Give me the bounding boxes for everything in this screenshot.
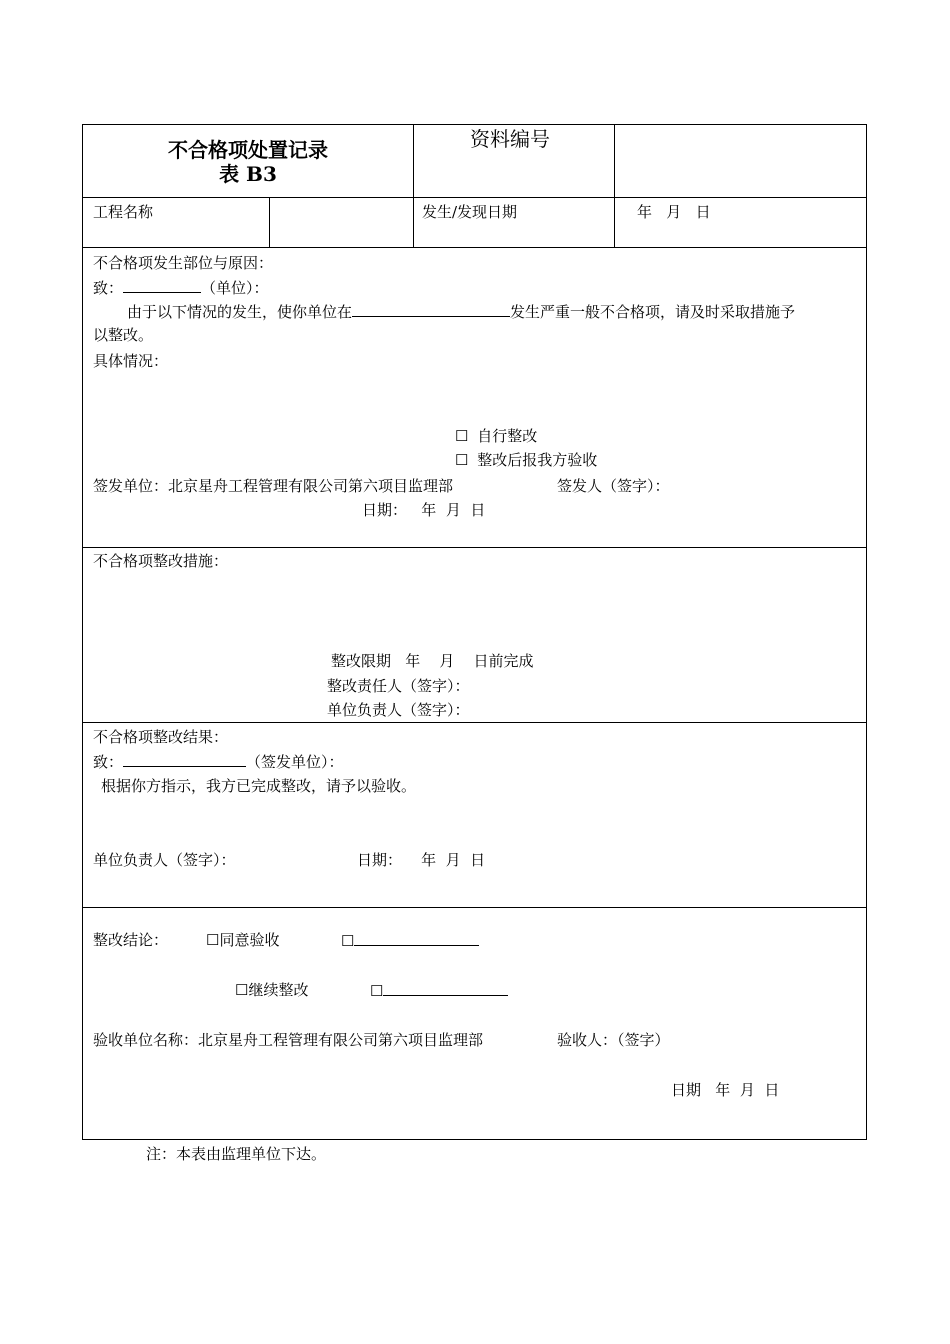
checkbox-icon[interactable]: ☐ bbox=[455, 427, 469, 445]
project-name-label: 工程名称 bbox=[93, 203, 154, 221]
row-divider-section1 bbox=[82, 547, 867, 548]
row-divider-section2 bbox=[82, 722, 867, 723]
section3-date: 日期： 年 月 日 bbox=[357, 851, 486, 869]
checkbox-icon[interactable]: ☐ bbox=[455, 451, 469, 469]
rectify-responsible-signature: 整改责任人（签字）： bbox=[327, 677, 470, 695]
section1-to-prefix: 致： bbox=[93, 279, 124, 297]
section1-to-line bbox=[93, 278, 269, 297]
section1-location-blank[interactable] bbox=[352, 302, 510, 317]
option-agree-accept[interactable]: ☐同意验收 bbox=[206, 931, 280, 949]
section2-heading: 不合格项整改措施： bbox=[93, 552, 229, 570]
rectify-deadline: 整改限期 年 月 日前完成 bbox=[331, 652, 534, 670]
section1-sentence bbox=[127, 302, 795, 321]
section3-text: 根据你方指示，我方已完成整改，请予以验收。 bbox=[101, 777, 417, 795]
row-divider-project bbox=[82, 247, 867, 248]
col-divider-right bbox=[614, 124, 615, 247]
form-title: 不合格项处置记录 bbox=[168, 138, 328, 162]
doc-number-label: 资料编号 bbox=[470, 127, 550, 151]
section1-heading: 不合格项发生部位与原因： bbox=[93, 254, 274, 272]
option-other-1-blank[interactable] bbox=[354, 931, 479, 946]
option-other-1[interactable] bbox=[341, 931, 479, 950]
option-rectify-then-report-label: 整改后报我方验收 bbox=[477, 451, 598, 469]
option-other-2[interactable] bbox=[370, 981, 508, 1000]
section3-to-prefix: 致： bbox=[93, 753, 124, 771]
checkbox-icon[interactable]: ☐ bbox=[370, 982, 384, 1000]
footnote: 注：本表由监理单位下达。 bbox=[146, 1145, 327, 1163]
issuing-unit: 签发单位：北京星舟工程管理有限公司第六项目监理部 bbox=[93, 477, 454, 495]
section3-heading: 不合格项整改结果： bbox=[93, 728, 229, 746]
section3-to-line bbox=[93, 752, 344, 771]
acceptor-signature: 验收人：（签字） bbox=[557, 1031, 670, 1049]
occurrence-date-label: 发生/发现日期 bbox=[422, 203, 518, 221]
section3-unit-blank[interactable] bbox=[123, 752, 246, 767]
section1-sentence-a: 由于以下情况的发生，使你单位在 bbox=[127, 303, 353, 321]
col-divider-middle bbox=[413, 124, 414, 247]
section3-unit-head-signature: 单位负责人（签字）： bbox=[93, 851, 236, 869]
section1-sentence-b: 发生严重一般不合格项，请及时采取措施予 bbox=[510, 303, 796, 321]
col-divider-project bbox=[269, 197, 270, 247]
option-other-2-blank[interactable] bbox=[383, 981, 508, 996]
section1-sentence-c: 以整改。 bbox=[93, 326, 154, 344]
option-self-rectify[interactable] bbox=[455, 427, 537, 445]
section3-to-suffix: （签发单位）： bbox=[246, 753, 344, 771]
option-continue-rectify[interactable]: ☐继续整改 bbox=[235, 981, 309, 999]
section1-date: 日期： 年 月 日 bbox=[362, 501, 486, 519]
occurrence-date-field[interactable]: 年 月 日 bbox=[637, 203, 711, 221]
checkbox-icon[interactable]: ☐ bbox=[341, 932, 355, 950]
conclusion-label: 整改结论： bbox=[93, 931, 169, 949]
acceptor-unit: 验收单位名称：北京星舟工程管理有限公司第六项目监理部 bbox=[93, 1031, 484, 1049]
row-divider-section3 bbox=[82, 907, 867, 908]
issuer-signature: 签发人（签字）： bbox=[557, 477, 670, 495]
option-self-rectify-label: 自行整改 bbox=[477, 427, 538, 445]
section4-date: 日期 年 月 日 bbox=[671, 1081, 780, 1099]
section1-detail-label: 具体情况： bbox=[93, 352, 169, 370]
section1-to-suffix: （单位）： bbox=[201, 279, 269, 297]
row-divider-header bbox=[82, 197, 867, 198]
section1-unit-blank[interactable] bbox=[123, 278, 201, 293]
option-rectify-then-report[interactable] bbox=[455, 451, 597, 469]
section2-unit-head-signature: 单位负责人（签字）： bbox=[327, 701, 470, 719]
form-subtitle: 表 B3 bbox=[219, 162, 277, 186]
